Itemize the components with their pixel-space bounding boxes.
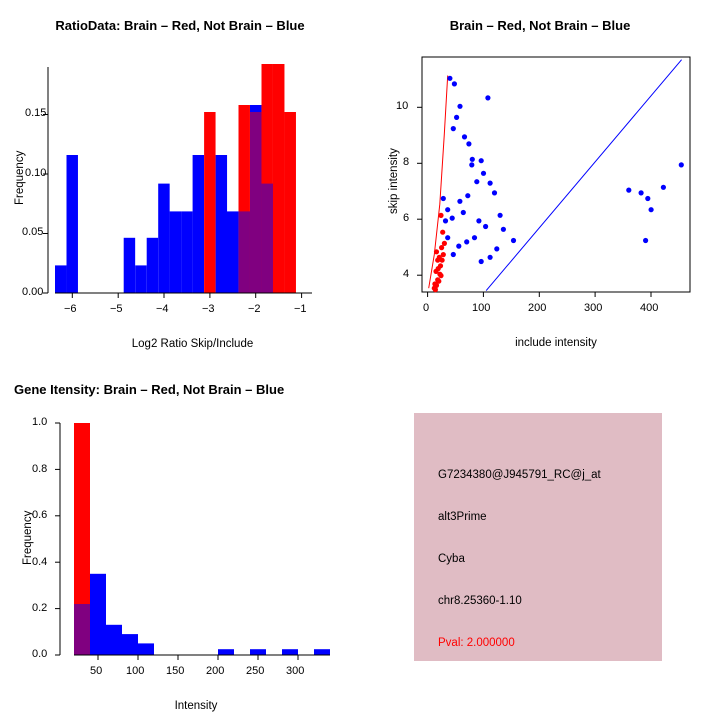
info-panel bbox=[360, 360, 720, 720]
info-event-type: alt3Prime bbox=[438, 511, 487, 523]
info-probe-id: G7234380@J945791_RC@j_at bbox=[438, 469, 601, 481]
ratio-xtick-3: −3 bbox=[202, 303, 215, 315]
scatter-xaxis-label: include intensity bbox=[515, 337, 597, 349]
gene-xtick-3: 200 bbox=[206, 665, 225, 677]
scatter-xtick-4: 400 bbox=[640, 302, 659, 314]
gene-ytick-3: 0.6 bbox=[32, 509, 48, 521]
info-locus: chr8.25360-1.10 bbox=[438, 595, 522, 607]
gene-xtick-4: 250 bbox=[246, 665, 265, 677]
ratio-ytick-0: 0.00 bbox=[22, 286, 44, 298]
gene-ytick-2: 0.4 bbox=[32, 556, 48, 568]
ratio-xtick-2: −4 bbox=[156, 303, 169, 315]
gene-bars-blue bbox=[74, 574, 330, 655]
ratio-histogram-title: RatioData: Brain – Red, Not Brain – Blue bbox=[55, 18, 305, 33]
info-gene: Cyba bbox=[438, 553, 465, 565]
gene-ytick-1: 0.2 bbox=[32, 602, 48, 614]
scatter-xtick-1: 100 bbox=[472, 302, 491, 314]
ratio-histogram-panel bbox=[0, 0, 360, 360]
ratio-xtick-0: −6 bbox=[64, 303, 77, 315]
info-box bbox=[414, 413, 662, 661]
gene-ytick-4: 0.8 bbox=[32, 463, 48, 475]
ratio-ytick-1: 0.05 bbox=[22, 226, 44, 238]
gene-xtick-1: 100 bbox=[126, 665, 145, 677]
scatter-points-blue bbox=[441, 76, 684, 264]
gene-xtick-0: 50 bbox=[90, 665, 103, 677]
scatter-blue-fit-line bbox=[486, 60, 681, 291]
gene-intensity-title: Gene Itensity: Brain – Red, Not Brain – Blue bbox=[14, 382, 285, 397]
scatter-xtick-0: 0 bbox=[423, 302, 430, 314]
ratio-yaxis-label: Frequency bbox=[14, 150, 26, 205]
gene-xtick-5: 300 bbox=[286, 665, 305, 677]
gene-xtick-2: 150 bbox=[166, 665, 185, 677]
gene-intensity-panel bbox=[0, 360, 360, 720]
gene-ytick-5: 1.0 bbox=[32, 416, 48, 428]
gene-yaxis-label: Frequency bbox=[22, 510, 34, 565]
ratio-xtick-1: −5 bbox=[110, 303, 123, 315]
scatter-panel bbox=[360, 0, 720, 360]
ratio-ytick-3: 0.15 bbox=[25, 107, 47, 119]
scatter-points-red bbox=[432, 213, 447, 292]
ratio-xtick-4: −2 bbox=[248, 303, 261, 315]
scatter-ytick-2: 8 bbox=[403, 156, 410, 168]
ratio-ytick-2: 0.10 bbox=[25, 167, 47, 179]
scatter-yaxis-label: skip intensity bbox=[388, 148, 400, 214]
scatter-xtick-3: 300 bbox=[584, 302, 603, 314]
ratio-xaxis-label: Log2 Ratio Skip/Include bbox=[131, 338, 254, 350]
scatter-ytick-1: 6 bbox=[403, 212, 410, 224]
scatter-ticks bbox=[417, 107, 651, 297]
gene-xaxis-label: Intensity bbox=[174, 700, 218, 712]
scatter-ytick-0: 4 bbox=[403, 268, 410, 280]
scatter-ytick-3: 10 bbox=[396, 100, 409, 112]
ratio-xtick-5: −1 bbox=[294, 303, 307, 315]
gene-ytick-0: 0.0 bbox=[32, 648, 48, 660]
scatter-xtick-2: 200 bbox=[528, 302, 547, 314]
info-pval: Pval: 2.000000 bbox=[438, 637, 515, 649]
scatter-title: Brain – Red, Not Brain – Blue bbox=[449, 18, 631, 33]
